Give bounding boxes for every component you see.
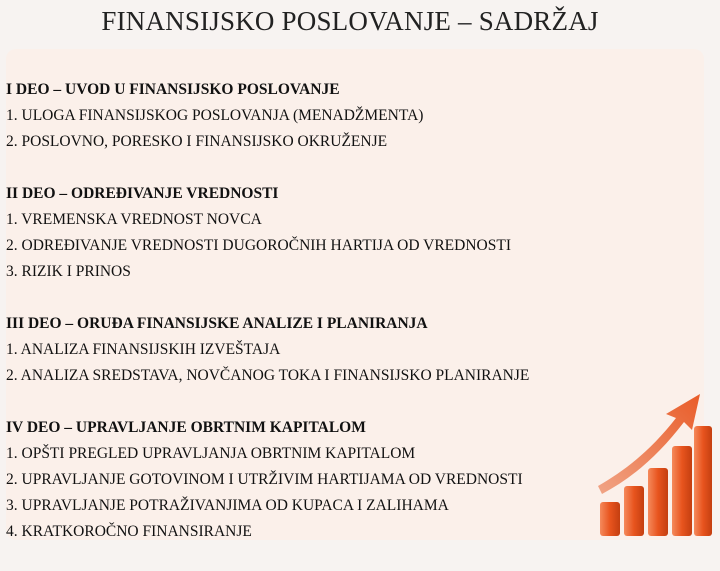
list-item: 2. UPRAVLJANJE GOTOVINOM I UTRŽIVIM HARTIJAMA OD VREDNOSTI [6,471,523,488]
section-1 [6,77,706,155]
section-heading: III DEO – ORUĐA FINANSIJSKE ANALIZE I PLANIRANJA [6,315,428,332]
growth-bar-chart-icon [596,390,714,536]
list-item: 2. ANALIZA SREDSTAVA, NOVČANOG TOKA I FINANSIJSKO PLANIRANJE [6,367,530,384]
list-item: 3. RIZIK I PRINOS [6,263,131,280]
list-item: 1. VREMENSKA VREDNOST NOVCA [6,211,262,228]
section-heading: II DEO – ODREĐIVANJE VREDNOSTI [6,185,279,202]
list-item: 4. KRATKOROČNO FINANSIRANJE [6,523,252,540]
page-title: FINANSIJSKO POSLOVANJE – SADRŽAJ [101,6,599,36]
section-heading: I DEO – UVOD U FINANSIJSKO POSLOVANJE [6,81,340,98]
section-3 [6,311,706,389]
list-item: 1. OPŠTI PREGLED UPRAVLJANJA OBRTNIM KAPITALOM [6,445,416,462]
list-item: 3. UPRAVLJANJE POTRAŽIVANJIMA OD KUPACA I ZALIHAMA [6,497,449,514]
section-2 [6,181,706,285]
list-item: 2. POSLOVNO, PORESKO I FINANSIJSKO OKRUŽENJE [6,133,388,150]
list-item: 1. ULOGA FINANSIJSKOG POSLOVANJA (MENADŽMENTA) [6,107,424,124]
section-heading: IV DEO – UPRAVLJANJE OBRTNIM KAPITALOM [6,419,366,436]
list-item: 1. ANALIZA FINANSIJSKIH IZVEŠTAJA [6,341,281,358]
list-item: 2. ODREĐIVANJE VREDNOSTI DUGOROČNIH HARTIJA OD VREDNOSTI [6,237,511,254]
